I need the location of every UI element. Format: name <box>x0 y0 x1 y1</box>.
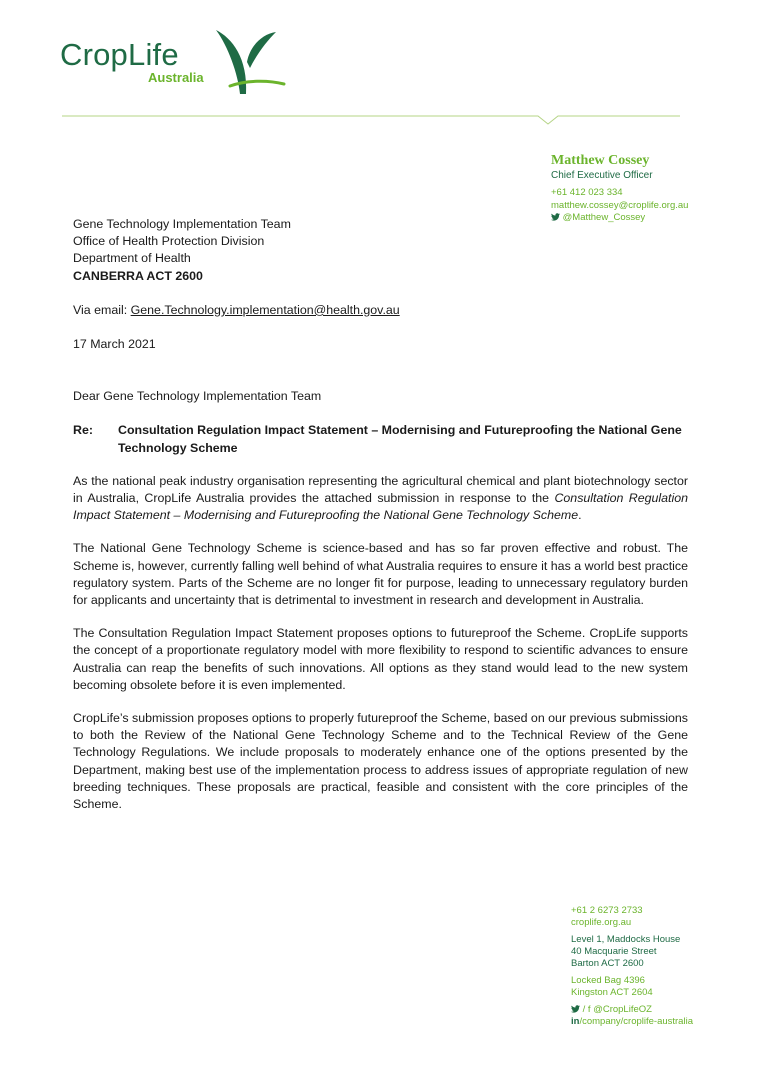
via-email-link[interactable]: Gene.Technology.implementation@health.gov.au <box>130 302 400 317</box>
signer-email[interactable]: matthew.cossey@croplife.org.au <box>551 199 689 211</box>
subject-line <box>73 422 688 456</box>
recipient-address <box>73 216 688 285</box>
paragraph-1-start: As the national peak industry organisation representing the agricultural chemical and plant biotechnology sector in Australia, CropLife Australia provides the attached submission in response to the <box>73 473 688 506</box>
logo-wordmark <box>60 37 179 73</box>
paragraph-3: The Consultation Regulation Impact Statement proposes options to futureproof the Scheme. CropLife supports the concept of a proportionate regulatory model with more flexibility to respond to scientific advances to ensure Australia can reap the benefits of such innovations. All options as they stand would lead to the new system becoming obsolete before it is even implemented. <box>73 626 688 692</box>
footer-social: / f @CropLifeOZ <box>582 1004 652 1015</box>
linkedin-icon: in <box>571 1016 580 1027</box>
header-divider <box>62 110 680 126</box>
footer-address-1: Level 1, Maddocks House <box>571 934 681 945</box>
paragraph-1-end: . <box>578 508 582 523</box>
address-line-3: Department of Health <box>73 251 191 266</box>
signer-name: Matthew Cossey <box>551 153 650 168</box>
footer-web[interactable]: croplife.org.au <box>571 917 632 928</box>
letter-date: 17 March 2021 <box>73 337 156 352</box>
signer-title: Chief Executive Officer <box>551 170 653 181</box>
letter-body <box>73 216 688 813</box>
signer-phone: +61 412 023 334 <box>551 187 623 198</box>
paragraph-1 <box>73 473 688 525</box>
signer-twitter: @Matthew_Cossey <box>562 212 646 223</box>
address-line-4: CANBERRA ACT 2600 <box>73 268 203 283</box>
via-email-label: Via email: <box>73 302 128 317</box>
subject-text: Consultation Regulation Impact Statement – Modernising and Futureproofing the National Gene Technology Scheme <box>118 423 682 455</box>
paragraph-2: The National Gene Technology Scheme is science-based and has so far proven effective and robust. The Scheme is, however, currently falling well behind of what Australia requires to ensure it has a world best practice regulatory system. Parts of the Scheme are no longer fit for purpose, leading to unnecessary regulatory burden for applicants and uncertainty that is detrimental to investment in research and development in Australia. <box>73 541 688 608</box>
footer-bag-1: Locked Bag 4396 <box>571 975 645 986</box>
footer-address-3: Barton ACT 2600 <box>571 958 644 969</box>
footer-phone: +61 2 6273 2733 <box>571 905 643 916</box>
logo-subtitle: Australia <box>148 70 204 85</box>
paragraph-4: CropLife’s submission proposes options to properly futureproof the Scheme, based on our previous submissions to both the Review of the National Gene Technology Scheme and to the Technical Review of the Gene Technology Regulations. We include proposals to moderately enhance one of the options presented by the Department, making best use of the implementation process to address issues of appropriate regulation of new breeding techniques. These proposals are practical, feasible and consistent with the core principles of the Scheme. <box>73 711 688 812</box>
paragraph-1-italic: Consultation Regulation Impact Statement – Modernising and Futureproofing the National Gene Technology Scheme <box>73 491 688 523</box>
address-line-2: Office of Health Protection Division <box>73 234 265 249</box>
footer-bag-2: Kingston ACT 2604 <box>571 987 653 998</box>
croplife-logo <box>60 24 290 96</box>
salutation: Dear Gene Technology Implementation Team <box>73 389 322 404</box>
sprout-icon <box>210 24 288 96</box>
logo-word-life: Life <box>128 37 179 72</box>
footer-social-row[interactable] <box>571 1004 751 1016</box>
via-email-row <box>73 302 688 319</box>
subject-label: Re: <box>73 423 93 438</box>
address-line-1: Gene Technology Implementation Team <box>73 217 291 231</box>
footer-linkedin: /company/croplife-australia <box>579 1016 693 1027</box>
footer-contact <box>571 905 751 1028</box>
footer-address-2: 40 Macquarie Street <box>571 946 657 957</box>
twitter-icon <box>571 1005 580 1013</box>
footer-linkedin-row[interactable] <box>571 1016 751 1028</box>
signer-block <box>551 152 751 225</box>
logo-word-crop: Crop <box>60 37 128 72</box>
